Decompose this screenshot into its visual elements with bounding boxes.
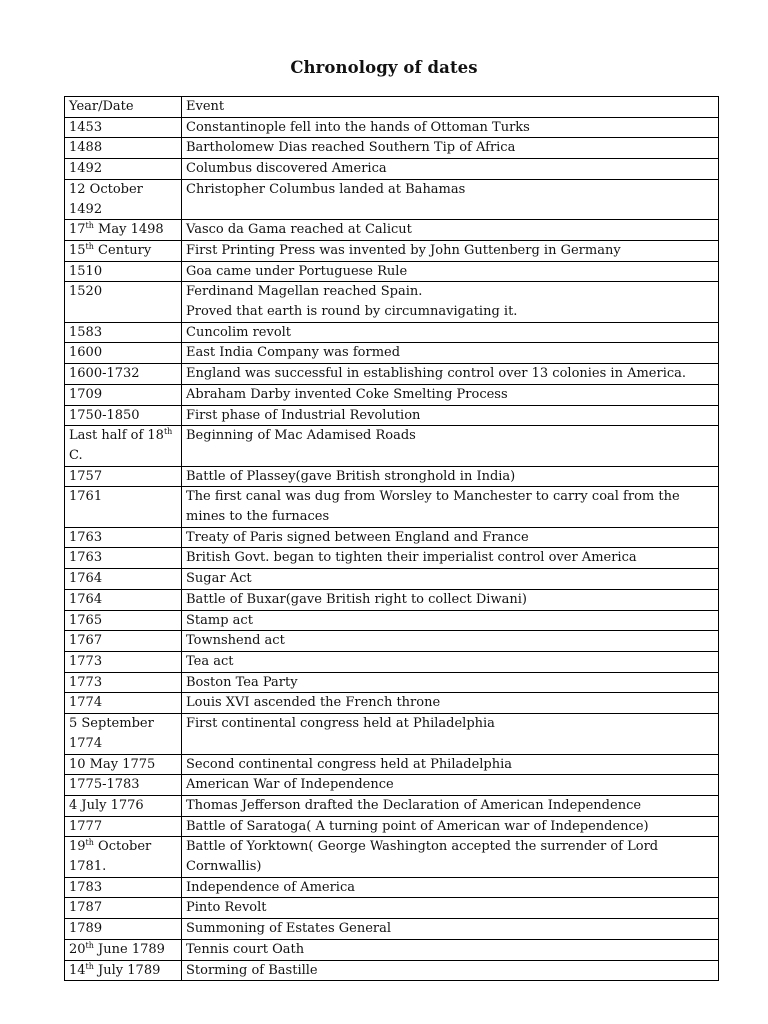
event-text: East India Company was formed xyxy=(186,345,401,361)
year-cell xyxy=(65,384,182,405)
year-text: 1773 xyxy=(69,674,103,690)
event-text: Treaty of Paris signed between England and France xyxy=(186,529,529,545)
event-text: Second continental congress held at Philadelphia xyxy=(186,756,513,772)
event-cell xyxy=(182,117,719,138)
table-row xyxy=(65,960,719,981)
event-text: Vasco da Gama reached at Calicut xyxy=(186,222,412,238)
table-row xyxy=(65,714,719,754)
event-text: Bartholomew Dias reached Southern Tip of Africa xyxy=(186,140,516,156)
year-text: 1709 xyxy=(69,386,103,402)
event-text: Tennis court Oath xyxy=(186,941,305,957)
year-text: June 1789 xyxy=(93,941,165,957)
event-text: Summoning of Estates General xyxy=(186,921,392,937)
year-text: 1453 xyxy=(69,119,103,135)
event-text: First Printing Press was invented by John Guttenberg in Germany xyxy=(186,242,621,258)
year-cell xyxy=(65,714,182,754)
table-row xyxy=(65,898,719,919)
event-text: Ferdinand Magellan reached Spain. xyxy=(186,284,423,300)
year-text: 1763 xyxy=(69,529,103,545)
year-text: 1761 xyxy=(69,489,103,505)
page-title: Chronology of dates xyxy=(290,58,478,77)
year-text: 1767 xyxy=(69,633,103,649)
year-cell xyxy=(65,261,182,282)
year-text: 1583 xyxy=(69,324,103,340)
year-cell xyxy=(65,816,182,837)
year-cell xyxy=(65,877,182,898)
year-text: 1757 xyxy=(69,468,103,484)
event-cell xyxy=(182,282,719,322)
table-body xyxy=(65,117,719,981)
event-text: Townshend act xyxy=(186,633,285,649)
table-row xyxy=(65,672,719,693)
table-row xyxy=(65,837,719,877)
event-text: Columbus discovered America xyxy=(186,161,387,177)
event-cell xyxy=(182,754,719,775)
ordinal-suffix: th xyxy=(85,838,94,848)
event-cell xyxy=(182,877,719,898)
year-text: 1781. xyxy=(69,859,107,875)
event-cell xyxy=(182,405,719,426)
year-text: 20 xyxy=(69,941,86,957)
event-text: The first canal was dug from Worsley to Manchester to carry coal from the xyxy=(186,489,680,505)
event-text: Constantinople fell into the hands of Ottoman Turks xyxy=(186,119,530,135)
event-cell xyxy=(182,487,719,527)
year-text: 1488 xyxy=(69,140,103,156)
event-text-line2: Cornwallis) xyxy=(186,859,262,875)
year-cell xyxy=(65,117,182,138)
table-row xyxy=(65,754,719,775)
year-text: C. xyxy=(69,447,83,463)
table-row xyxy=(65,282,719,322)
table-row xyxy=(65,384,719,405)
event-cell xyxy=(182,837,719,877)
event-cell xyxy=(182,631,719,652)
event-cell xyxy=(182,322,719,343)
year-text: 14 xyxy=(69,962,86,978)
year-cell xyxy=(65,466,182,487)
year-text: 1764 xyxy=(69,591,103,607)
event-cell xyxy=(182,939,719,960)
event-cell xyxy=(182,816,719,837)
year-cell xyxy=(65,589,182,610)
year-text: 1520 xyxy=(69,284,103,300)
year-text: 1765 xyxy=(69,612,103,628)
event-cell xyxy=(182,384,719,405)
event-cell xyxy=(182,651,719,672)
year-text: 1774 xyxy=(69,735,103,751)
year-cell xyxy=(65,138,182,159)
year-cell xyxy=(65,159,182,180)
year-text: 1750-1850 xyxy=(69,407,140,423)
table-header-row xyxy=(65,97,719,118)
table-row xyxy=(65,179,719,219)
table-row xyxy=(65,426,719,466)
event-cell xyxy=(182,610,719,631)
event-cell xyxy=(182,714,719,754)
year-text: 1774 xyxy=(69,695,103,711)
event-cell xyxy=(182,343,719,364)
event-text: Pinto Revolt xyxy=(186,900,267,916)
event-cell xyxy=(182,960,719,981)
event-cell xyxy=(182,240,719,261)
event-text-line2: mines to the furnaces xyxy=(186,509,330,525)
year-cell xyxy=(65,240,182,261)
event-cell xyxy=(182,548,719,569)
year-text: 19 xyxy=(69,839,86,855)
event-text: Independence of America xyxy=(186,879,355,895)
table-row xyxy=(65,816,719,837)
event-text: Battle of Buxar(gave British right to collect Diwani) xyxy=(186,591,527,607)
ordinal-suffix: th xyxy=(85,241,94,251)
table-row xyxy=(65,487,719,527)
year-cell xyxy=(65,960,182,981)
event-text: Battle of Plassey(gave British stronghold in India) xyxy=(186,468,516,484)
table-row xyxy=(65,569,719,590)
event-cell xyxy=(182,589,719,610)
table-row xyxy=(65,610,719,631)
event-cell xyxy=(182,919,719,940)
year-text: 1600-1732 xyxy=(69,366,140,382)
table-row xyxy=(65,877,719,898)
table-row xyxy=(65,117,719,138)
year-text: 1492 xyxy=(69,161,103,177)
event-text: Storming of Bastille xyxy=(186,962,318,978)
event-cell xyxy=(182,159,719,180)
event-text: Louis XVI ascended the French throne xyxy=(186,695,441,711)
table-row xyxy=(65,795,719,816)
year-cell xyxy=(65,569,182,590)
year-cell xyxy=(65,610,182,631)
year-text: 1600 xyxy=(69,345,103,361)
year-cell xyxy=(65,754,182,775)
year-cell xyxy=(65,343,182,364)
event-cell xyxy=(182,220,719,241)
event-text: First continental congress held at Philadelphia xyxy=(186,716,495,732)
table-row xyxy=(65,919,719,940)
table-row xyxy=(65,405,719,426)
year-cell xyxy=(65,364,182,385)
year-text: 1492 xyxy=(69,201,103,217)
event-cell xyxy=(182,569,719,590)
year-cell xyxy=(65,939,182,960)
event-cell xyxy=(182,179,719,219)
year-text: 1764 xyxy=(69,571,103,587)
year-text: 1789 xyxy=(69,921,103,937)
event-text: Thomas Jefferson drafted the Declaration of American Independence xyxy=(186,797,642,813)
event-text: British Govt. began to tighten their imperialist control over America xyxy=(186,550,637,566)
event-text: Stamp act xyxy=(186,612,253,628)
year-text: 1763 xyxy=(69,550,103,566)
year-cell xyxy=(65,426,182,466)
year-cell xyxy=(65,898,182,919)
event-text-line2: Proved that earth is round by circumnavigating it. xyxy=(186,304,518,320)
table-row xyxy=(65,159,719,180)
header-event: Event xyxy=(182,97,719,118)
year-text: July 1789 xyxy=(93,962,161,978)
table-row xyxy=(65,693,719,714)
year-cell xyxy=(65,837,182,877)
table-row xyxy=(65,548,719,569)
ordinal-suffix: th xyxy=(85,961,94,971)
event-text: Beginning of Mac Adamised Roads xyxy=(186,428,416,444)
event-text: England was successful in establishing control over 13 colonies in America. xyxy=(186,366,687,382)
chronology-table xyxy=(64,96,719,981)
event-text: American War of Independence xyxy=(186,777,394,793)
year-text: 1787 xyxy=(69,900,103,916)
table-row xyxy=(65,939,719,960)
year-cell xyxy=(65,179,182,219)
table-row xyxy=(65,240,719,261)
year-text: 10 May 1775 xyxy=(69,756,156,772)
ordinal-suffix: th xyxy=(85,221,94,231)
year-text: May 1498 xyxy=(93,222,164,238)
event-text: Goa came under Portuguese Rule xyxy=(186,263,408,279)
event-text: Sugar Act xyxy=(186,571,252,587)
event-cell xyxy=(182,898,719,919)
table-row xyxy=(65,631,719,652)
event-cell xyxy=(182,672,719,693)
year-text: Last half of 18 xyxy=(69,428,164,444)
table-row xyxy=(65,589,719,610)
year-cell xyxy=(65,487,182,527)
table-row xyxy=(65,775,719,796)
table-row xyxy=(65,466,719,487)
event-text: Christopher Columbus landed at Bahamas xyxy=(186,181,466,197)
event-cell xyxy=(182,693,719,714)
table-row xyxy=(65,364,719,385)
year-text: 4 July 1776 xyxy=(69,797,144,813)
year-text: 1783 xyxy=(69,879,103,895)
event-text: Battle of Yorktown( George Washington accepted the surrender of Lord xyxy=(186,839,659,855)
table-row xyxy=(65,343,719,364)
table-row xyxy=(65,261,719,282)
year-cell xyxy=(65,693,182,714)
event-text: Boston Tea Party xyxy=(186,674,298,690)
table-row xyxy=(65,527,719,548)
table-row xyxy=(65,651,719,672)
year-cell xyxy=(65,631,182,652)
year-cell xyxy=(65,548,182,569)
year-text: 15 xyxy=(69,242,86,258)
year-text: 1510 xyxy=(69,263,103,279)
year-cell xyxy=(65,405,182,426)
event-cell xyxy=(182,795,719,816)
year-text: 1773 xyxy=(69,653,103,669)
table-row xyxy=(65,138,719,159)
event-cell xyxy=(182,466,719,487)
event-cell xyxy=(182,775,719,796)
year-cell xyxy=(65,322,182,343)
event-cell xyxy=(182,261,719,282)
year-text: Century xyxy=(93,242,152,258)
ordinal-suffix: th xyxy=(85,940,94,950)
year-text: 5 September xyxy=(69,716,154,732)
year-cell xyxy=(65,775,182,796)
event-text: Battle of Saratoga( A turning point of American war of Independence) xyxy=(186,818,649,834)
event-cell xyxy=(182,138,719,159)
year-text: 1777 xyxy=(69,818,103,834)
event-cell xyxy=(182,364,719,385)
year-cell xyxy=(65,651,182,672)
year-cell xyxy=(65,220,182,241)
ordinal-suffix: th xyxy=(163,427,173,437)
year-text: 17 xyxy=(69,222,86,238)
year-cell xyxy=(65,282,182,322)
event-text: Cuncolim revolt xyxy=(186,324,292,340)
year-cell xyxy=(65,527,182,548)
year-cell xyxy=(65,795,182,816)
event-text: First phase of Industrial Revolution xyxy=(186,407,421,423)
event-cell xyxy=(182,527,719,548)
table-row xyxy=(65,322,719,343)
event-text: Tea act xyxy=(186,653,234,669)
event-cell xyxy=(182,426,719,466)
year-cell xyxy=(65,672,182,693)
year-text: October xyxy=(93,839,152,855)
year-text: 1775-1783 xyxy=(69,777,140,793)
year-text: 12 October xyxy=(69,181,143,197)
year-cell xyxy=(65,919,182,940)
event-text: Abraham Darby invented Coke Smelting Process xyxy=(186,386,508,402)
header-year: Year/Date xyxy=(65,97,182,118)
table-row xyxy=(65,220,719,241)
